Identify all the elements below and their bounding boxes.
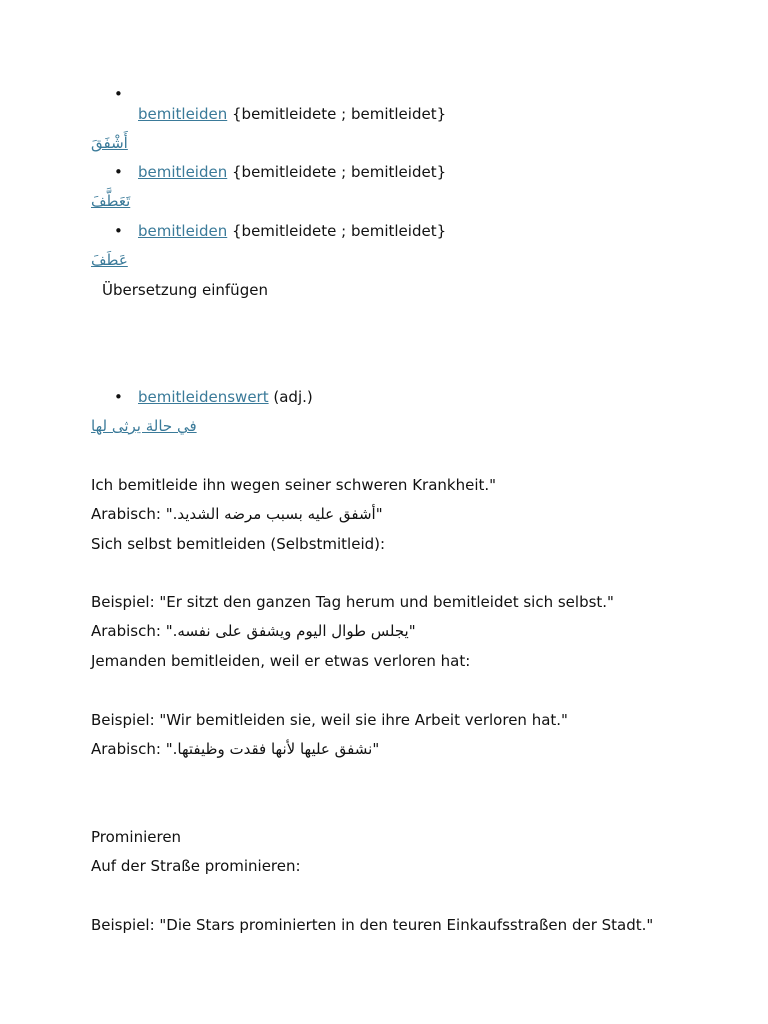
bullet-marker: • (114, 388, 123, 406)
term-forms: {bemitleidete ; bemitleidet} (232, 105, 447, 123)
example-text: Beispiel: "Er sitzt den ganzen Tag herum und bemitleidet sich selbst." (91, 593, 614, 611)
arabic-translation-link[interactable]: في حالة يرثى لها (91, 417, 197, 435)
term-link[interactable]: bemitleidenswert (138, 388, 269, 406)
arabic-translation-link[interactable]: عَطَفَ (91, 251, 128, 269)
bullet-marker: • (114, 163, 123, 181)
bullet-marker: • (114, 85, 123, 103)
insert-translation-button[interactable]: Übersetzung einfügen (102, 281, 268, 299)
arabic-example: Arabisch: "أشفق عليه بسبب مرضه الشديد." (91, 505, 383, 523)
term-link[interactable]: bemitleiden (138, 105, 228, 123)
arabic-example: Arabisch: "نشفق عليها لأنها فقدت وظيفتها." (91, 740, 380, 758)
list-item (114, 162, 447, 182)
list-item (114, 387, 313, 407)
example-text: Beispiel: "Wir bemitleiden sie, weil sie ihre Arbeit verloren hat." (91, 711, 568, 729)
term-forms: {bemitleidete ; bemitleidet} (232, 163, 447, 181)
section-heading: Prominieren (91, 828, 182, 846)
example-text: Beispiel: "Die Stars prominierten in den teuren Einkaufsstraßen der Stadt." (91, 916, 654, 934)
list-item (114, 221, 447, 241)
example-heading: Jemanden bemitleiden, weil er etwas verloren hat: (91, 652, 471, 670)
arabic-translation-link[interactable]: تَعَطَّفَ (91, 192, 131, 210)
arabic-translation-link[interactable]: أَشْفَقَ (91, 134, 128, 152)
example-text: Ich bemitleide ihn wegen seiner schweren Krankheit." (91, 476, 497, 494)
term-forms: {bemitleidete ; bemitleidet} (232, 222, 447, 240)
arabic-example: Arabisch: "يجلس طوال اليوم ويشفق على نفسه." (91, 622, 416, 640)
example-heading: Auf der Straße prominieren: (91, 857, 301, 875)
term-link[interactable]: bemitleiden (138, 222, 228, 240)
example-heading: Sich selbst bemitleiden (Selbstmitleid): (91, 535, 386, 553)
list-item (138, 104, 446, 124)
bullet-marker: • (114, 222, 123, 240)
term-link[interactable]: bemitleiden (138, 163, 228, 181)
part-of-speech: (adj.) (273, 388, 313, 406)
